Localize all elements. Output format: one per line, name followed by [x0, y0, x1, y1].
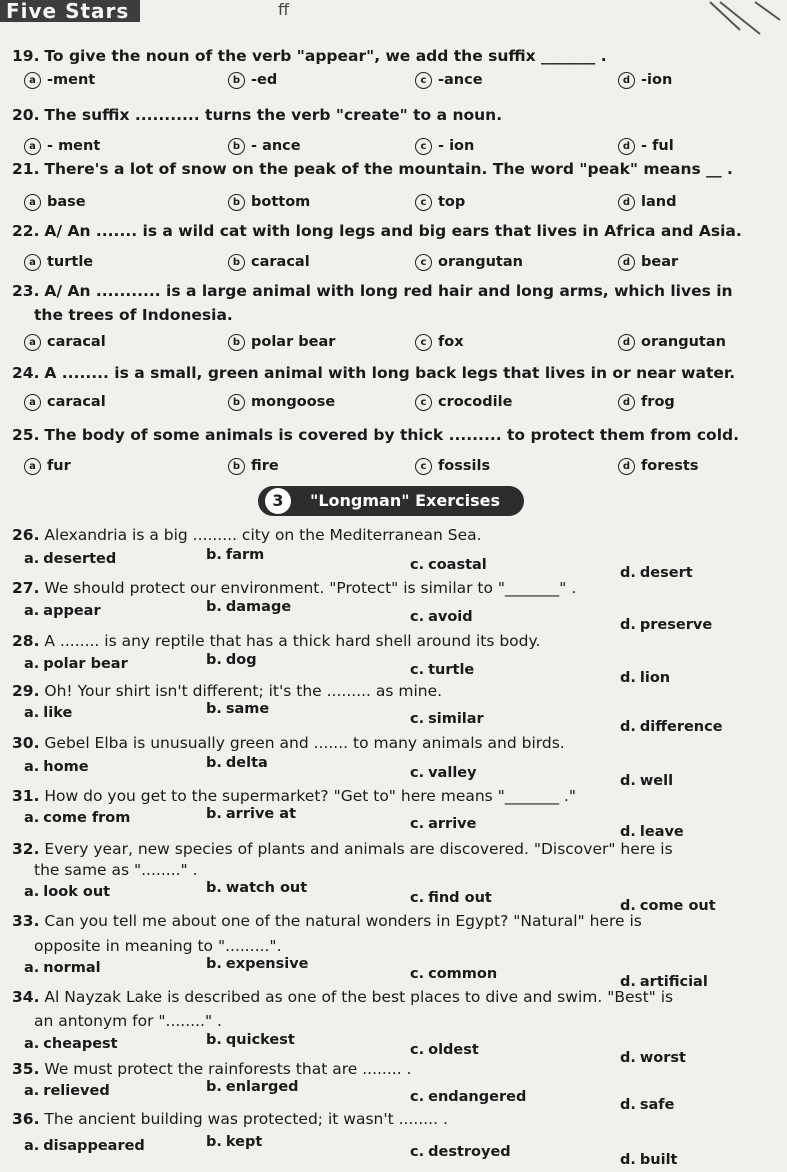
option-text: destroyed — [428, 1144, 511, 1160]
option-text: deserted — [43, 551, 117, 567]
option-text: enlarged — [225, 1079, 299, 1095]
option-marker: c. — [410, 890, 425, 906]
question-20 — [12, 104, 782, 126]
option-d[interactable] — [618, 392, 675, 412]
question-stem-continued: the trees of Indonesia. — [34, 306, 233, 324]
option-text: built — [639, 1152, 678, 1168]
option-marker: b — [228, 254, 245, 271]
question-stem: Every year, new species of plants and animals are discovered. "Discover" here is — [44, 840, 673, 858]
option-b[interactable] — [228, 332, 335, 352]
option-a[interactable] — [24, 549, 116, 569]
option-b[interactable] — [228, 70, 277, 90]
option-c[interactable] — [415, 332, 464, 352]
option-text: disappeared — [43, 1138, 145, 1154]
option-text: fire — [251, 458, 279, 474]
option-text: fossils — [438, 458, 491, 474]
question-stem: We should protect our environment. "Protect" is similar to "_______" . — [44, 579, 577, 597]
question-number: 26. — [12, 526, 40, 544]
page-header — [0, 0, 787, 38]
option-text: crocodile — [438, 394, 513, 410]
option-marker: d. — [620, 617, 636, 633]
question-31 — [12, 785, 782, 807]
option-b[interactable] — [228, 392, 335, 412]
option-d[interactable] — [620, 1150, 677, 1170]
option-text: turtle — [428, 662, 475, 678]
question-number: 27. — [12, 579, 40, 597]
option-marker: b — [228, 138, 245, 155]
option-a[interactable] — [24, 1081, 110, 1101]
option-text: forests — [641, 458, 699, 474]
option-b[interactable] — [206, 804, 296, 824]
question-number: 34. — [12, 988, 40, 1006]
option-marker: a. — [24, 884, 40, 900]
option-b[interactable] — [206, 1077, 299, 1097]
option-text: land — [641, 194, 677, 210]
option-c[interactable] — [415, 70, 483, 90]
option-c[interactable] — [415, 456, 490, 476]
option-c[interactable] — [410, 555, 487, 575]
option-d[interactable] — [618, 136, 674, 156]
option-text: top — [438, 194, 466, 210]
option-text: farm — [225, 547, 265, 563]
question-number: 35. — [12, 1060, 40, 1078]
option-text: -ed — [251, 72, 278, 88]
question-stem: A/ An ....... is a wild cat with long legs and big ears that lives in Africa and Asia. — [44, 222, 742, 240]
option-marker: d. — [620, 1050, 636, 1066]
question-22 — [12, 220, 782, 242]
option-text: arrive at — [225, 806, 296, 822]
question-number: 33. — [12, 912, 40, 930]
option-marker: c — [415, 138, 432, 155]
option-marker: c. — [410, 1144, 425, 1160]
option-text: home — [43, 759, 89, 775]
section-header — [258, 486, 524, 516]
option-marker: c — [415, 254, 432, 271]
option-c[interactable] — [410, 607, 473, 627]
option-marker: b. — [206, 599, 222, 615]
option-marker: c. — [410, 662, 425, 678]
option-text: cheapest — [43, 1036, 118, 1052]
option-marker: c. — [410, 816, 425, 832]
option-marker: d. — [620, 1097, 636, 1113]
option-a[interactable] — [24, 392, 106, 412]
question-stem: The ancient building was protected; it wasn't ........ . — [44, 1110, 448, 1128]
option-text: avoid — [428, 609, 473, 625]
option-b[interactable] — [228, 136, 301, 156]
option-marker: b — [228, 334, 245, 351]
option-d[interactable] — [618, 332, 726, 352]
question-number: 22. — [12, 222, 40, 240]
option-marker: b — [228, 72, 245, 89]
option-c[interactable] — [410, 964, 497, 984]
option-text: - ment — [47, 138, 101, 154]
option-marker: d — [618, 254, 635, 271]
option-text: common — [428, 966, 498, 982]
option-text: arrive — [428, 816, 477, 832]
question-stem: There's a lot of snow on the peak of the mountain. The word "peak" means __ . — [44, 160, 733, 178]
option-marker: d. — [620, 898, 636, 914]
option-a[interactable] — [24, 1034, 118, 1054]
corner-decoration-icon — [700, 0, 787, 36]
option-marker: a. — [24, 960, 40, 976]
option-c[interactable] — [410, 660, 474, 680]
question-28 — [12, 630, 782, 652]
option-b[interactable] — [206, 597, 291, 617]
option-marker: c. — [410, 609, 425, 625]
option-marker: d — [618, 334, 635, 351]
option-a[interactable] — [24, 601, 101, 621]
option-text: base — [47, 194, 86, 210]
option-text: appear — [43, 603, 101, 619]
option-marker: b. — [206, 806, 222, 822]
option-text: polar bear — [251, 334, 336, 350]
question-number: 29. — [12, 682, 40, 700]
option-d[interactable] — [618, 70, 672, 90]
option-marker: c — [415, 194, 432, 211]
question-27 — [12, 577, 782, 599]
option-text: caracal — [47, 334, 106, 350]
option-text: dog — [225, 652, 257, 668]
option-d[interactable] — [618, 192, 676, 212]
question-24 — [12, 362, 782, 384]
question-stem: Oh! Your shirt isn't different; it's the ......... as mine. — [44, 682, 443, 700]
question-stem: Gebel Elba is unusually green and ....... to many animals and birds. — [44, 734, 565, 752]
option-marker: a. — [24, 1036, 40, 1052]
question-number: 24. — [12, 364, 40, 382]
option-text: - ion — [438, 138, 475, 154]
option-text: safe — [639, 1097, 675, 1113]
option-marker: c. — [410, 966, 425, 982]
question-stem: The body of some animals is covered by thick ......... to protect them from cold. — [44, 426, 739, 444]
question-stem: We must protect the rainforests that are ........ . — [44, 1060, 412, 1078]
option-c[interactable] — [410, 814, 476, 834]
question-stem: To give the noun of the verb "appear", we add the suffix _______ . — [44, 47, 607, 65]
question-35 — [12, 1058, 782, 1080]
option-marker: a. — [24, 603, 40, 619]
option-marker: d. — [620, 974, 636, 990]
option-text: caracal — [47, 394, 106, 410]
option-marker: b. — [206, 1134, 222, 1150]
option-marker: d. — [620, 1152, 636, 1168]
option-text: endangered — [428, 1089, 527, 1105]
option-text: expensive — [225, 956, 309, 972]
option-d[interactable] — [618, 456, 698, 476]
option-text: -ment — [47, 72, 96, 88]
question-25 — [12, 424, 782, 446]
option-marker: b — [228, 458, 245, 475]
option-marker: a — [24, 254, 41, 271]
option-b[interactable] — [206, 753, 268, 773]
option-text: relieved — [43, 1083, 110, 1099]
option-c[interactable] — [415, 392, 512, 412]
option-marker: d. — [620, 565, 636, 581]
option-marker: d — [618, 394, 635, 411]
option-marker: a — [24, 138, 41, 155]
question-26 — [12, 524, 782, 546]
option-text: damage — [225, 599, 292, 615]
option-text: well — [639, 773, 674, 789]
question-19 — [12, 45, 782, 67]
option-text: delta — [225, 755, 268, 771]
option-marker: a — [24, 72, 41, 89]
option-marker: b. — [206, 755, 222, 771]
option-text: orangutan — [438, 254, 523, 270]
question-34 — [12, 986, 782, 1008]
option-text: turtle — [47, 254, 94, 270]
option-text: oldest — [428, 1042, 479, 1058]
option-text: -ion — [641, 72, 673, 88]
option-text: kept — [225, 1134, 263, 1150]
header-mark: ff — [278, 0, 290, 19]
option-marker: a — [24, 194, 41, 211]
option-marker: c — [415, 458, 432, 475]
option-marker: a. — [24, 1083, 40, 1099]
option-a[interactable] — [24, 456, 71, 476]
question-number: 32. — [12, 840, 40, 858]
option-b[interactable] — [228, 456, 279, 476]
question-number: 31. — [12, 787, 40, 805]
option-marker: b. — [206, 547, 222, 563]
option-text: watch out — [225, 880, 308, 896]
option-text: - ful — [641, 138, 674, 154]
option-marker: a — [24, 458, 41, 475]
option-marker: c. — [410, 557, 425, 573]
option-b[interactable] — [206, 699, 269, 719]
option-text: bottom — [251, 194, 311, 210]
option-text: come from — [43, 810, 131, 826]
option-marker: b — [228, 194, 245, 211]
question-stem: A/ An ........... is a large animal with long red hair and long arms, which lives in — [44, 282, 733, 300]
question-number: 21. — [12, 160, 40, 178]
option-text: coastal — [428, 557, 487, 573]
question-number: 20. — [12, 106, 40, 124]
option-b[interactable] — [206, 1132, 262, 1152]
option-marker: c — [415, 394, 432, 411]
option-text: - ance — [251, 138, 301, 154]
option-marker: d — [618, 458, 635, 475]
option-a[interactable] — [24, 882, 110, 902]
question-number: 25. — [12, 426, 40, 444]
option-b[interactable] — [206, 650, 257, 670]
option-text: leave — [639, 824, 684, 840]
question-number: 30. — [12, 734, 40, 752]
option-text: like — [43, 705, 73, 721]
question-30 — [12, 732, 782, 754]
option-c[interactable] — [415, 252, 523, 272]
option-text: worst — [639, 1050, 686, 1066]
option-marker: d — [618, 72, 635, 89]
option-marker: b. — [206, 1079, 222, 1095]
option-marker: d. — [620, 824, 636, 840]
option-text: same — [225, 701, 270, 717]
option-marker: d. — [620, 670, 636, 686]
option-a[interactable] — [24, 192, 86, 212]
option-text: orangutan — [641, 334, 726, 350]
question-stem: Can you tell me about one of the natural wonders in Egypt? "Natural" here is — [44, 912, 642, 930]
question-stem-continued: the same as "........" . — [34, 861, 198, 879]
option-text: mongoose — [251, 394, 336, 410]
option-b[interactable] — [228, 252, 310, 272]
option-text: quickest — [225, 1032, 295, 1048]
option-marker: a. — [24, 551, 40, 567]
question-29 — [12, 680, 782, 702]
option-a[interactable] — [24, 252, 93, 272]
option-text: frog — [641, 394, 675, 410]
option-marker: b. — [206, 956, 222, 972]
question-21 — [12, 158, 782, 180]
option-marker: c. — [410, 1042, 425, 1058]
question-stem: A ........ is a small, green animal with long back legs that lives in or near water. — [44, 364, 736, 382]
option-c[interactable] — [410, 1142, 511, 1162]
option-marker: d. — [620, 773, 636, 789]
question-stem: How do you get to the supermarket? "Get to" here means "_______ ." — [44, 787, 577, 805]
option-a[interactable] — [24, 332, 106, 352]
option-text: valley — [428, 765, 477, 781]
option-a[interactable] — [24, 703, 72, 723]
option-text: come out — [639, 898, 716, 914]
question-stem-continued: an antonym for "........" . — [34, 1012, 222, 1030]
option-marker: b — [228, 394, 245, 411]
option-text: polar bear — [43, 656, 128, 672]
question-23 — [12, 280, 782, 302]
question-stem: Al Nayzak Lake is described as one of the best places to dive and swim. "Best" is — [44, 988, 674, 1006]
option-a[interactable] — [24, 70, 95, 90]
option-text: fox — [438, 334, 464, 350]
option-marker: d — [618, 138, 635, 155]
question-32 — [12, 838, 782, 860]
option-b[interactable] — [206, 878, 307, 898]
option-text: similar — [428, 711, 484, 727]
option-b[interactable] — [228, 192, 310, 212]
option-marker: d — [618, 194, 635, 211]
option-text: caracal — [251, 254, 310, 270]
question-number: 28. — [12, 632, 40, 650]
question-stem: Alexandria is a big ......... city on the Mediterranean Sea. — [44, 526, 482, 544]
option-marker: b. — [206, 652, 222, 668]
option-b[interactable] — [206, 545, 264, 565]
option-marker: c — [415, 334, 432, 351]
option-c[interactable] — [410, 709, 484, 729]
option-a[interactable] — [24, 654, 128, 674]
option-marker: a — [24, 394, 41, 411]
option-a[interactable] — [24, 958, 101, 978]
option-marker: b. — [206, 1032, 222, 1048]
option-text: normal — [43, 960, 101, 976]
option-marker: c. — [410, 711, 425, 727]
question-36 — [12, 1108, 782, 1130]
option-b[interactable] — [206, 954, 309, 974]
question-stem: A ........ is any reptile that has a thick hard shell around its body. — [44, 632, 541, 650]
question-33 — [12, 910, 782, 932]
option-text: find out — [428, 890, 492, 906]
question-number: 19. — [12, 47, 40, 65]
question-stem: The suffix ........... turns the verb "create" to a noun. — [44, 106, 503, 124]
option-marker: a. — [24, 759, 40, 775]
option-marker: a. — [24, 705, 40, 721]
option-c[interactable] — [410, 1087, 526, 1107]
option-text: bear — [641, 254, 679, 270]
section-number: 3 — [265, 488, 291, 514]
brand-logo: Five Stars — [0, 0, 140, 22]
option-marker: a. — [24, 656, 40, 672]
option-c[interactable] — [410, 1040, 479, 1060]
option-marker: a — [24, 334, 41, 351]
question-stem-continued: opposite in meaning to ".........". — [34, 937, 282, 955]
option-marker: b. — [206, 880, 222, 896]
option-a[interactable] — [24, 1136, 145, 1156]
question-number: 36. — [12, 1110, 40, 1128]
option-text: difference — [639, 719, 723, 735]
option-c[interactable] — [410, 763, 477, 783]
option-b[interactable] — [206, 1030, 295, 1050]
option-marker: d. — [620, 719, 636, 735]
option-text: desert — [639, 565, 693, 581]
option-text: -ance — [438, 72, 483, 88]
option-c[interactable] — [415, 192, 465, 212]
option-text: fur — [47, 458, 71, 474]
option-marker: c. — [410, 1089, 425, 1105]
option-a[interactable] — [24, 136, 100, 156]
question-number: 23. — [12, 282, 40, 300]
option-marker: a. — [24, 1138, 40, 1154]
option-marker: a. — [24, 810, 40, 826]
section-title: "Longman" Exercises — [310, 491, 500, 510]
option-a[interactable] — [24, 808, 130, 828]
option-c[interactable] — [415, 136, 474, 156]
option-marker: b. — [206, 701, 222, 717]
option-text: preserve — [639, 617, 713, 633]
option-c[interactable] — [410, 888, 492, 908]
option-marker: c — [415, 72, 432, 89]
option-a[interactable] — [24, 757, 89, 777]
option-text: artificial — [639, 974, 708, 990]
option-marker: c. — [410, 765, 425, 781]
option-text: lion — [639, 670, 671, 686]
option-text: look out — [43, 884, 111, 900]
option-d[interactable] — [618, 252, 678, 272]
